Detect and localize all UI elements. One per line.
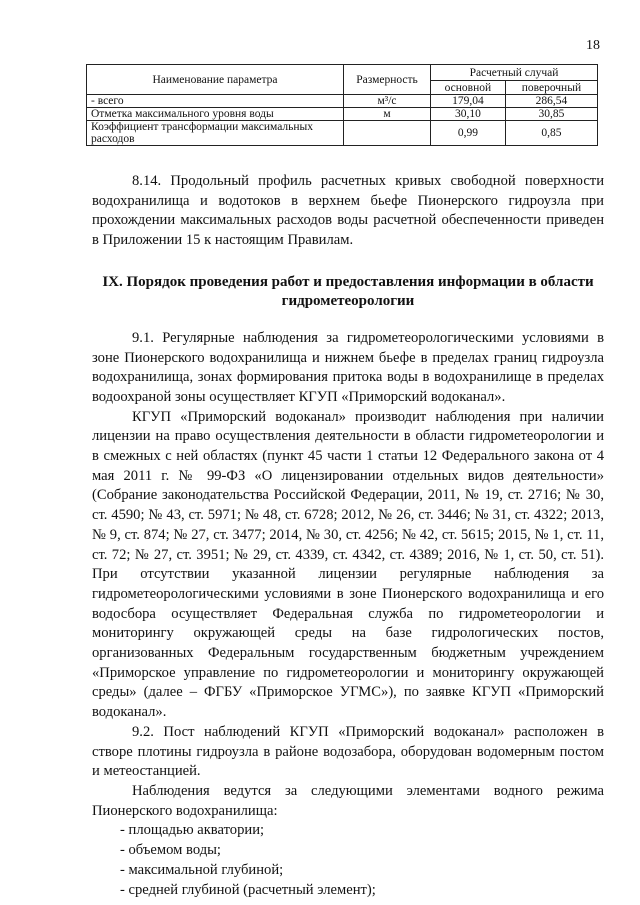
parameters-table — [86, 64, 598, 146]
list-item: - максимальной глубиной; — [120, 861, 284, 878]
page-number: 18 — [586, 38, 600, 53]
observation-list — [92, 821, 604, 900]
cell-unit — [344, 121, 431, 146]
cell-name: Коэффициент трансформации максимальных расходов — [87, 121, 344, 146]
header-design-case: Расчетный случай — [431, 65, 598, 81]
header-case-main: основной — [431, 81, 506, 95]
list-item: - площадью акватории; — [120, 822, 265, 839]
table-row — [87, 121, 598, 146]
cell-check: 30,85 — [505, 108, 597, 121]
paragraph-9-2: 9.2. Пост наблюдений КГУП «Приморский водоканал» расположен в створе плотины гидроузла в районе водозабора, оборудован водомерным постом и метеостанцией. — [92, 723, 604, 780]
header-unit: Размерность — [344, 65, 431, 95]
list-item: - объемом воды; — [120, 842, 221, 859]
header-case-check: поверочный — [505, 81, 597, 95]
cell-name: Отметка максимального уровня воды — [87, 108, 344, 121]
cell-check: 0,85 — [505, 121, 597, 146]
table-row — [87, 95, 598, 108]
cell-main: 179,04 — [431, 95, 506, 108]
paragraph-9-1-license: КГУП «Приморский водоканал» производит наблюдения при наличии лицензии на право осуществления деятельности в области гидрометеорологии и в смежных с ней областях (пункт 45 части 1 статьи 12 Федерального закона от 4 мая 2011 г. № 99-ФЗ «О лицензировании отдельных видов деятельности» (Собрание законодательства Российской Федерации, 2011, № 19, ст. 2716; № 30, ст. 4590; № 43, ст. 5971; № 48, ст. 6728; 2012, № 26, ст. 3446; № 31, ст. 4322; 2013, № 9, ст. 874; № 27, ст. 3477; 2014, № 30, ст. 4256; № 42, ст. 5615; 2015, № 1, ст. 11, ст. 72; № 27, ст. 3951; № 29, ст. 4339, ст. 4342, ст. 4389; 2016, № 1, ст. 50, ст. 51). При отсутствии указанной лицензии регулярные наблюдения за гидрометеорологическими условиями в зоне Пионерского водохранилища и его водосбора осуществляет Федеральная служба по гидрометеорологии и мониторингу окружающей среды на базе гидрологических постов, организованных Федеральным государственным бюджетным учреждением «Приморское управление по гидрометеорологии и мониторингу окружающей среды» (далее – ФГБУ «Приморское УГМС»), по заявке КГУП «Приморский водоканал». — [92, 408, 604, 721]
cell-name: - всего — [87, 95, 344, 108]
section-title: IX. Порядок проведения работ и предоставления информации в области гидрометеорологии — [102, 273, 594, 309]
cell-main: 0,99 — [431, 121, 506, 146]
paragraph-8-14: 8.14. Продольный профиль расчетных кривых свободной поверхности водохранилища и водотоков в верхнем бьефе Пионерского гидроузла при прохождении максимальных расходов воды расчетной обеспеченности приведен в Приложении 15 к настоящим Правилам. — [92, 173, 604, 249]
cell-unit: м — [344, 108, 431, 121]
list-item: - средней глубиной (расчетный элемент); — [120, 881, 376, 898]
paragraph-observations: Наблюдения ведутся за следующими элементами водного режима Пионерского водохранилища: — [92, 782, 604, 819]
paragraph-9-1: 9.1. Регулярные наблюдения за гидрометеорологическими условиями в зоне Пионерского водохранилища и нижнем бьефе в пределах границ гидроузла водохранилища, зонах формирования притока воды в водохранилище в пределах водоохраной зоны осуществляет КГУП «Приморский водоканал». — [92, 329, 604, 405]
cell-main: 30,10 — [431, 108, 506, 121]
cell-unit: м³/с — [344, 95, 431, 108]
header-parameter-name: Наименование параметра — [87, 65, 344, 95]
document-body — [92, 172, 604, 900]
cell-check: 286,54 — [505, 95, 597, 108]
table-row — [87, 108, 598, 121]
